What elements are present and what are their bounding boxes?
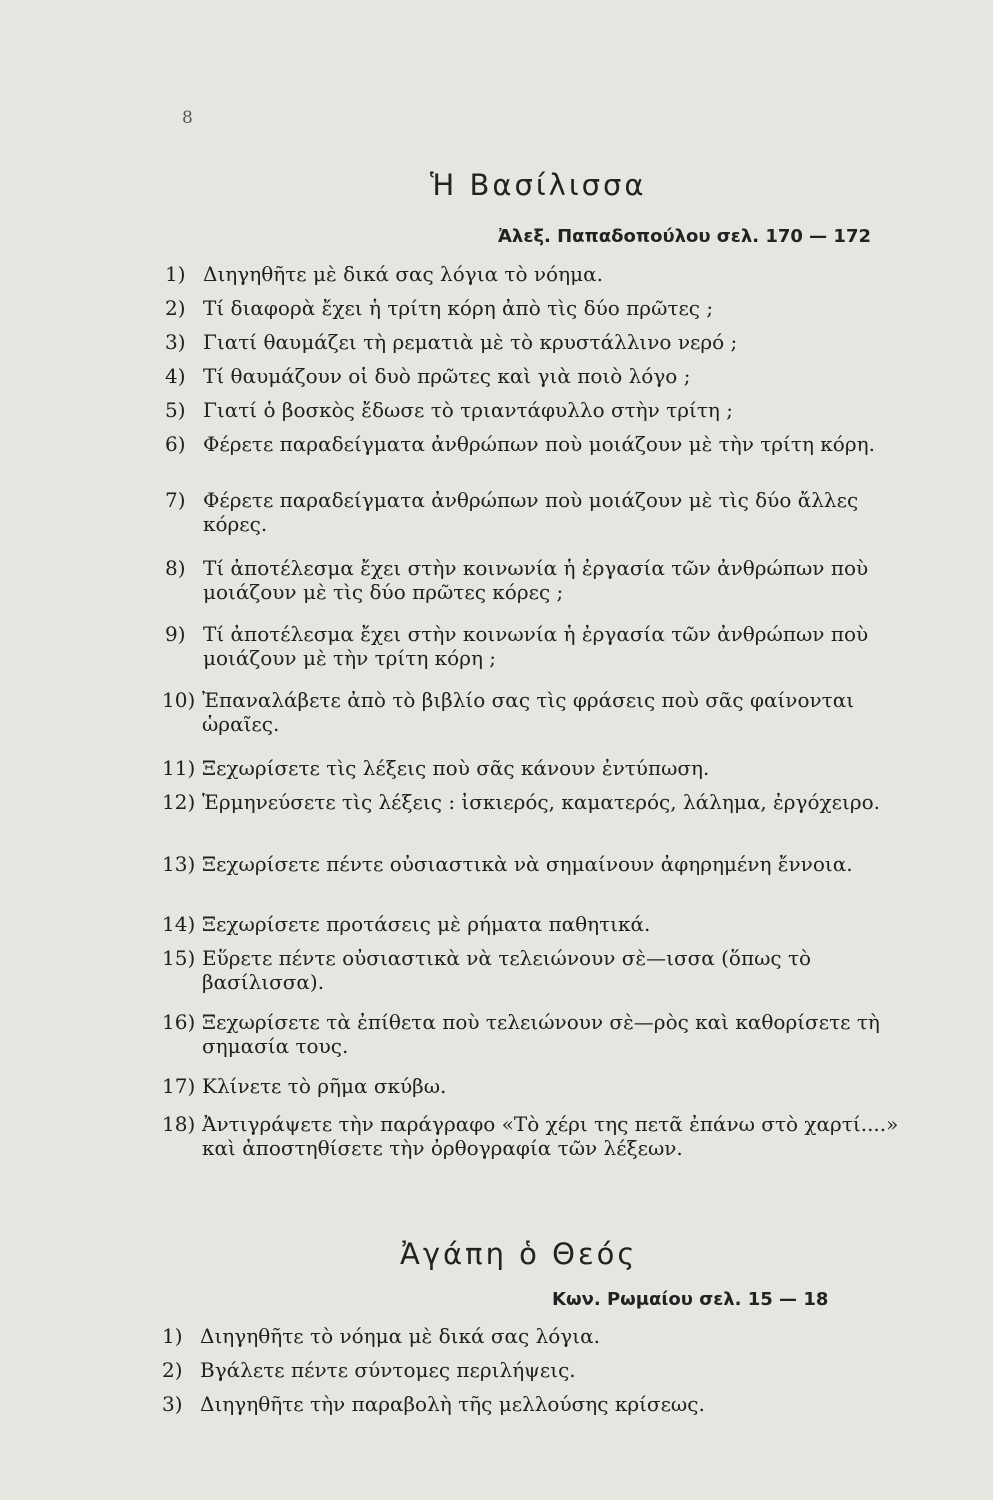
question-item xyxy=(165,330,925,354)
question-text: Τί ἀποτέλεσμα ἔχει στὴν κοινωνία ἡ ἐργασία τῶν ἀνθρώπων ποὺ μοιάζουν μὲ τὶς δύο πρῶτες κόρες ; xyxy=(203,556,869,604)
question-number: 15) xyxy=(162,946,196,970)
question-number: 17) xyxy=(162,1074,196,1098)
question-number: 8) xyxy=(165,556,186,580)
question-item xyxy=(165,622,925,670)
question-item xyxy=(162,790,922,814)
section-source: Κων. Ρωμαίου σελ. 15 — 18 xyxy=(552,1289,829,1310)
question-item xyxy=(165,556,925,604)
question-text: Ἀντιγράψετε τὴν παράγραφο «Τὸ χέρι της πετᾶ ἐπάνω στὸ χαρτί....» καὶ ἀποστηθίσετε τὴν ὀρθογραφία τῶν λέξεων. xyxy=(202,1112,899,1160)
question-text: Κλίνετε τὸ ρῆμα σκύβω. xyxy=(202,1074,447,1098)
question-number: 2) xyxy=(165,296,186,320)
question-text: Ξεχωρίσετε προτάσεις μὲ ρήματα παθητικά. xyxy=(202,912,651,936)
question-number: 3) xyxy=(165,330,186,354)
question-item xyxy=(162,1074,922,1098)
question-item xyxy=(165,262,925,286)
question-item xyxy=(162,1324,922,1348)
question-number: 16) xyxy=(162,1010,196,1034)
question-text: Ἐπαναλάβετε ἀπὸ τὸ βιβλίο σας τὶς φράσεις ποὺ σᾶς φαίνονται ὡραῖες. xyxy=(202,688,855,736)
question-number: 2) xyxy=(162,1358,183,1382)
question-number: 12) xyxy=(162,790,196,814)
question-text: Γιατί θαυμάζει τὴ ρεματιὰ μὲ τὸ κρυστάλλινο νερό ; xyxy=(203,330,738,354)
question-text: Ἑρμηνεύσετε τὶς λέξεις : ἰσκιερός, καματερός, λάλημα, ἐργόχειρο. xyxy=(202,790,880,814)
question-text: Τί ἀποτέλεσμα ἔχει στὴν κοινωνία ἡ ἐργασία τῶν ἀνθρώπων ποὺ μοιάζουν μὲ τὴν τρίτη κόρη ; xyxy=(203,622,869,670)
question-item xyxy=(162,1112,922,1160)
question-number: 5) xyxy=(165,398,186,422)
section-title: Ἡ Βασίλισσα xyxy=(430,168,647,202)
question-item xyxy=(165,364,925,388)
question-item xyxy=(162,688,922,736)
question-number: 18) xyxy=(162,1112,196,1136)
question-number: 9) xyxy=(165,622,186,646)
question-item xyxy=(162,912,922,936)
question-item xyxy=(165,398,925,422)
question-number: 6) xyxy=(165,432,186,456)
question-number: 13) xyxy=(162,852,196,876)
question-item xyxy=(162,756,922,780)
section-title: Ἀγάπη ὁ Θεός xyxy=(400,1237,638,1271)
section-source: Ἀλεξ. Παπαδοπούλου σελ. 170 — 172 xyxy=(498,226,871,247)
question-item xyxy=(165,488,925,536)
question-item xyxy=(165,296,925,320)
question-number: 11) xyxy=(162,756,196,780)
question-item xyxy=(162,946,922,994)
question-number: 4) xyxy=(165,364,186,388)
page-number: 8 xyxy=(182,108,193,128)
question-text: Ξεχωρίσετε τὰ ἐπίθετα ποὺ τελειώνουν σὲ—ρὸς καὶ καθορίσετε τὴ σημασία τους. xyxy=(202,1010,880,1058)
question-text: Φέρετε παραδείγματα ἀνθρώπων ποὺ μοιάζουν μὲ τὶς δύο ἄλλες κόρες. xyxy=(203,488,859,536)
question-number: 10) xyxy=(162,688,196,712)
question-number: 14) xyxy=(162,912,196,936)
question-item xyxy=(165,432,925,456)
question-text: Ξεχωρίσετε τὶς λέξεις ποὺ σᾶς κάνουν ἐντύπωση. xyxy=(202,756,710,780)
question-text: Διηγηθῆτε τὸ νόημα μὲ δικά σας λόγια. xyxy=(200,1324,600,1348)
question-text: Φέρετε παραδείγματα ἀνθρώπων ποὺ μοιάζουν μὲ τὴν τρίτη κόρη. xyxy=(203,432,875,456)
question-text: Τί διαφορὰ ἔχει ἡ τρίτη κόρη ἀπὸ τὶς δύο πρῶτες ; xyxy=(203,296,714,320)
question-number: 3) xyxy=(162,1392,183,1416)
question-text: Βγάλετε πέντε σύντομες περιλήψεις. xyxy=(200,1358,576,1382)
question-item xyxy=(162,1010,922,1058)
question-number: 7) xyxy=(165,488,186,512)
question-text: Διηγηθῆτε τὴν παραβολὴ τῆς μελλούσης κρίσεως. xyxy=(200,1392,705,1416)
question-text: Διηγηθῆτε μὲ δικά σας λόγια τὸ νόημα. xyxy=(203,262,603,286)
question-text: Τί θαυμάζουν οἱ δυὸ πρῶτες καὶ γιὰ ποιὸ λόγο ; xyxy=(203,364,691,388)
question-item xyxy=(162,1358,922,1382)
question-text: Ξεχωρίσετε πέντε οὐσιαστικὰ νὰ σημαίνουν ἀφηρημένη ἔννοια. xyxy=(202,852,853,876)
question-number: 1) xyxy=(165,262,186,286)
question-item xyxy=(162,852,922,876)
question-item xyxy=(162,1392,922,1416)
question-text: Γιατί ὁ βοσκὸς ἔδωσε τὸ τριαντάφυλλο στὴν τρίτη ; xyxy=(203,398,733,422)
question-number: 1) xyxy=(162,1324,183,1348)
question-text: Εὕρετε πέντε οὐσιαστικὰ νὰ τελειώνουν σὲ—ισσα (ὅπως τὸ βασίλισσα). xyxy=(202,946,812,994)
